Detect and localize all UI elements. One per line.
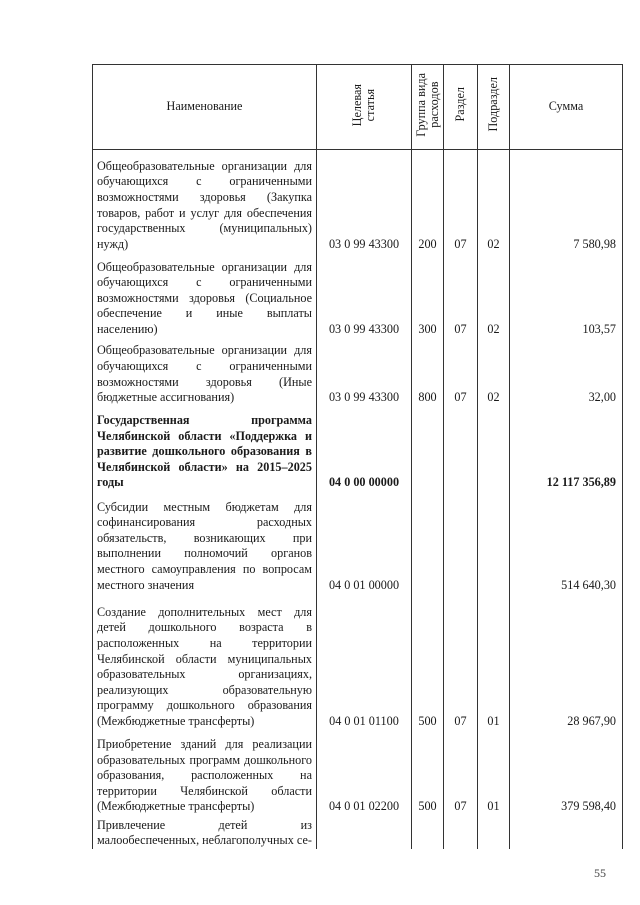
row-section: 07 — [444, 730, 478, 815]
table-row — [93, 338, 623, 406]
row-section — [444, 406, 478, 491]
row-amount: 7 580,98 — [510, 150, 623, 253]
row-subsection: 01 — [478, 593, 510, 729]
row-section: 07 — [444, 150, 478, 253]
row-subsection: 02 — [478, 338, 510, 406]
row-amount: 103,57 — [510, 252, 623, 337]
row-subsection: 02 — [478, 252, 510, 337]
header-expense-group: Группа вида расходов — [412, 65, 444, 150]
row-target-article: 03 0 99 43300 — [317, 252, 412, 337]
budget-table — [92, 64, 623, 849]
row-section: 07 — [444, 338, 478, 406]
table-row — [93, 815, 623, 849]
row-name: Общеобразовательные организации для обучающихся с ограниченными возможностями здоровья (Закупка товаров, работ и услуг для обеспечения государственных (муниципальных) нужд) — [93, 150, 317, 253]
row-subsection: 02 — [478, 150, 510, 253]
table-row — [93, 593, 623, 729]
header-section: Раздел — [444, 65, 478, 150]
row-name: Субсидии местным бюджетам для софинансирования расходных обязательств, возникающих при выполнении полномочий органов местного самоуправления по вопросам местного значения — [93, 491, 317, 593]
row-target-article: 04 0 01 02200 — [317, 730, 412, 815]
row-subsection: 01 — [478, 730, 510, 815]
header-amount: Сумма — [510, 65, 623, 150]
row-expense-group — [412, 815, 444, 849]
table-row — [93, 252, 623, 337]
row-name: Общеобразовательные организации для обучающихся с ограниченными возможностями здоровья (Иные бюджетные ассигнования) — [93, 338, 317, 406]
row-amount: 12 117 356,89 — [510, 406, 623, 491]
row-name: Общеобразовательные организации для обучающихся с ограниченными возможностями здоровья (Социальное обеспечение и иные выплаты населению) — [93, 252, 317, 337]
row-subsection — [478, 491, 510, 593]
row-amount: 32,00 — [510, 338, 623, 406]
page-number: 55 — [594, 866, 606, 880]
table-row — [93, 491, 623, 593]
row-amount: 28 967,90 — [510, 593, 623, 729]
row-amount — [510, 815, 623, 849]
row-name: Приобретение зданий для реализации образовательных программ дошкольного образования, расположенных на территории Челябинской области (Межбюджетные трансферты) — [93, 730, 317, 815]
row-target-article: 03 0 99 43300 — [317, 150, 412, 253]
row-name: Привлечение детей из малообеспеченных, неблагополучных се- — [93, 815, 317, 849]
table-row — [93, 406, 623, 491]
row-expense-group: 300 — [412, 252, 444, 337]
row-section — [444, 815, 478, 849]
row-target-article — [317, 815, 412, 849]
header-subsection: Подраздел — [478, 65, 510, 150]
row-subsection — [478, 815, 510, 849]
header-name: Наименование — [93, 65, 317, 150]
row-target-article: 04 0 01 01100 — [317, 593, 412, 729]
row-section — [444, 491, 478, 593]
row-expense-group — [412, 406, 444, 491]
row-expense-group: 500 — [412, 593, 444, 729]
row-expense-group: 200 — [412, 150, 444, 253]
row-expense-group: 500 — [412, 730, 444, 815]
row-target-article: 04 0 01 00000 — [317, 491, 412, 593]
row-expense-group — [412, 491, 444, 593]
row-name: Создание дополнительных мест для детей дошкольного возраста в расположенных на территории Челябинской области муниципальных образовательных организациях, реализующих образовательную программу дошкольного образования (Межбюджетные трансферты) — [93, 593, 317, 729]
row-section: 07 — [444, 593, 478, 729]
header-target-article: Целевая статья — [317, 65, 412, 150]
row-target-article: 04 0 00 00000 — [317, 406, 412, 491]
row-expense-group: 800 — [412, 338, 444, 406]
table-row — [93, 730, 623, 815]
row-amount: 514 640,30 — [510, 491, 623, 593]
row-name: Государственная программа Челябинской области «Поддержка и развитие дошкольного образования в Челябинской области» на 2015–2025 годы — [93, 406, 317, 491]
table-header-row — [93, 65, 623, 150]
table-body — [93, 150, 623, 850]
row-section: 07 — [444, 252, 478, 337]
table-row — [93, 150, 623, 253]
row-target-article: 03 0 99 43300 — [317, 338, 412, 406]
row-amount: 379 598,40 — [510, 730, 623, 815]
row-subsection — [478, 406, 510, 491]
